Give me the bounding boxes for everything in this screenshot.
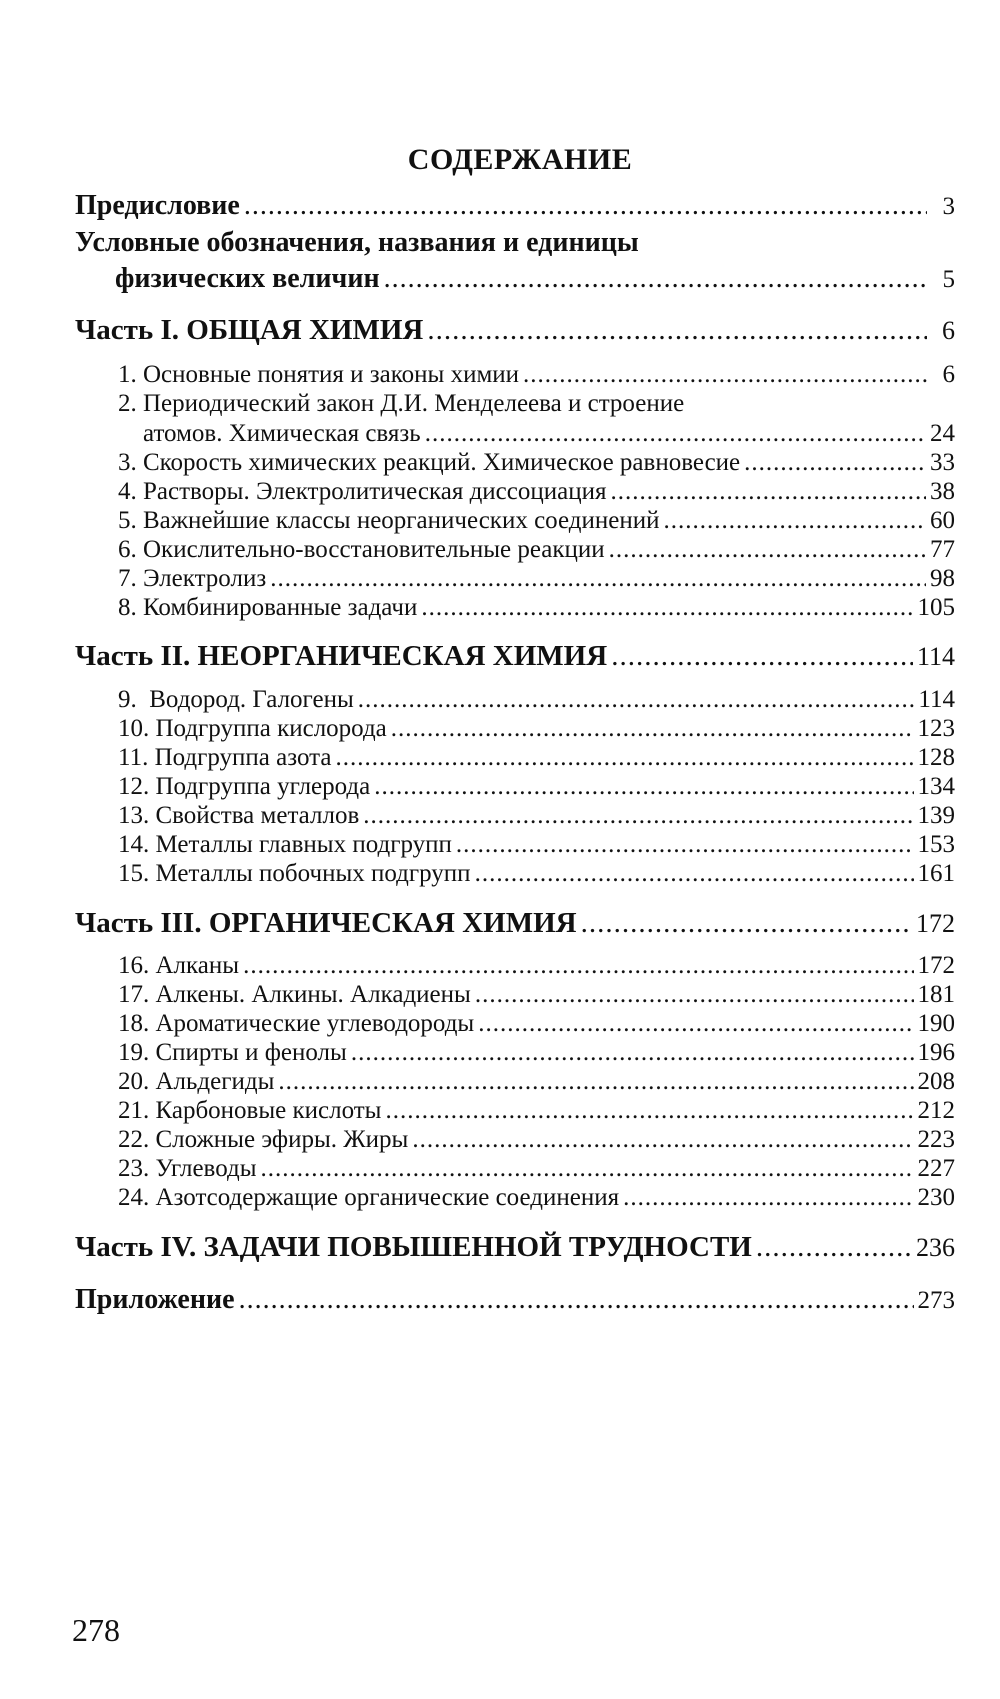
- toc-entry-ch11[interactable]: [75, 744, 955, 772]
- leader-dots: [384, 263, 927, 295]
- leader-dots: [427, 314, 927, 347]
- toc-page: 6: [942, 316, 955, 345]
- toc-page: 33: [930, 449, 955, 476]
- toc-entry-ch14[interactable]: [75, 831, 955, 859]
- leader-dots: [270, 565, 926, 593]
- toc-page: 114: [918, 686, 955, 713]
- leader-dots: [243, 952, 913, 980]
- toc-label: 16. Алканы: [118, 952, 240, 979]
- toc-label: 22. Сложные эфиры. Жиры: [118, 1126, 409, 1153]
- toc-entry-ch24[interactable]: [75, 1184, 955, 1212]
- toc-label: 5. Важнейшие классы неорганических соединений: [118, 507, 660, 534]
- leader-dots: [239, 1284, 914, 1316]
- toc-label: Приложение: [75, 1284, 235, 1315]
- toc-page: 123: [917, 715, 955, 742]
- toc-entry-ch5[interactable]: [75, 507, 955, 535]
- leader-dots: [421, 594, 913, 622]
- toc-page: 212: [917, 1097, 955, 1124]
- leader-dots: [335, 744, 913, 772]
- toc-label: атомов. Химическая связь: [143, 420, 421, 447]
- leader-dots: [611, 640, 913, 673]
- leader-dots: [374, 773, 913, 801]
- toc-page: 236: [916, 1233, 955, 1262]
- toc-page: 98: [930, 565, 955, 592]
- toc-page: 105: [917, 594, 955, 621]
- toc-label: Часть I. ОБЩАЯ ХИМИЯ: [75, 314, 424, 346]
- toc-entry-preface[interactable]: [75, 190, 955, 222]
- toc-page: 153: [917, 831, 955, 858]
- leader-dots: [523, 361, 927, 389]
- toc-page: 38: [930, 478, 955, 505]
- toc-page: 181: [917, 981, 955, 1008]
- toc-label: 20. Альдегиды: [118, 1068, 275, 1095]
- toc-label: физических величин: [115, 263, 380, 294]
- toc-entry-ch20[interactable]: [75, 1068, 955, 1096]
- toc-page: 24: [930, 420, 955, 447]
- leader-dots: [391, 715, 914, 743]
- leader-dots: [425, 420, 926, 448]
- toc-page: 77: [930, 536, 955, 563]
- toc-label: 18. Ароматические углеводороды: [118, 1010, 475, 1037]
- toc-entry-appendix[interactable]: [75, 1284, 955, 1316]
- leader-dots: [358, 686, 915, 714]
- toc-entry-ch18[interactable]: [75, 1010, 955, 1038]
- leader-dots: [456, 831, 914, 859]
- toc-label: Часть II. НЕОРГАНИЧЕСКАЯ ХИМИЯ: [75, 640, 608, 672]
- toc-page: 3: [942, 193, 955, 220]
- toc-page: 230: [917, 1184, 955, 1211]
- toc-entry-ch2[interactable]: [75, 420, 955, 448]
- toc-entry-ch13[interactable]: [75, 802, 955, 830]
- toc-entry-part1[interactable]: [75, 314, 955, 347]
- toc-entry-ch12[interactable]: [75, 773, 955, 801]
- toc-entry-ch22[interactable]: [75, 1126, 955, 1154]
- leader-dots: [756, 1231, 912, 1264]
- toc-page: 190: [917, 1010, 955, 1037]
- toc-page: 273: [917, 1287, 955, 1314]
- page-title: СОДЕРЖАНИЕ: [407, 143, 633, 176]
- toc-entry-ch19[interactable]: [75, 1039, 955, 1067]
- toc-page: 172: [916, 909, 955, 938]
- toc-label: Часть IV. ЗАДАЧИ ПОВЫШЕННОЙ ТРУДНОСТИ: [75, 1231, 752, 1263]
- leader-dots: [475, 860, 914, 888]
- toc-label: 12. Подгруппа углерода: [118, 773, 371, 800]
- leader-dots: [475, 981, 914, 1009]
- leader-dots: [478, 1010, 913, 1038]
- toc-page: 223: [917, 1126, 955, 1153]
- toc-entry-notation-line1[interactable]: Условные обозначения, названия и единицы: [75, 227, 639, 258]
- toc-label: 14. Металлы главных подгрупп: [118, 831, 452, 858]
- toc-label: Предисловие: [75, 190, 240, 221]
- leader-dots: [663, 507, 926, 535]
- toc-entry-notation[interactable]: [75, 263, 955, 295]
- page-number: 278: [72, 1612, 120, 1648]
- toc-page: 172: [917, 952, 955, 979]
- toc-entry-ch4[interactable]: [75, 478, 955, 506]
- toc-entry-ch17[interactable]: [75, 981, 955, 1009]
- toc-entry-part4[interactable]: [75, 1231, 955, 1264]
- toc-page: 6: [942, 361, 955, 388]
- toc-entry-ch3[interactable]: [75, 449, 955, 477]
- toc-page: 5: [942, 266, 955, 293]
- leader-dots: [351, 1039, 914, 1067]
- toc-label: 4. Растворы. Электролитическая диссоциация: [118, 478, 607, 505]
- toc-entry-part2[interactable]: [75, 640, 955, 673]
- toc-entry-ch23[interactable]: [75, 1155, 955, 1183]
- toc-entry-ch16[interactable]: [75, 952, 955, 980]
- toc-label: 23. Углеводы: [118, 1155, 257, 1182]
- toc-entry-ch7[interactable]: [75, 565, 955, 593]
- toc-label: 7. Электролиз: [118, 565, 267, 592]
- toc-label: 3. Скорость химических реакций. Химическое равновесие: [118, 449, 741, 476]
- toc-entry-ch9[interactable]: [75, 686, 955, 714]
- toc-page: 196: [917, 1039, 955, 1066]
- leader-dots: [412, 1126, 913, 1154]
- toc-label: 13. Свойства металлов: [118, 802, 360, 829]
- toc-label: 21. Карбоновые кислоты: [118, 1097, 382, 1124]
- leader-dots: [581, 907, 912, 940]
- toc-label: 1. Основные понятия и законы химии: [118, 361, 520, 388]
- toc-entry-ch8[interactable]: [75, 594, 955, 622]
- leader-dots: [610, 478, 926, 506]
- toc-page: 227: [917, 1155, 955, 1182]
- toc-page: 60: [930, 507, 955, 534]
- leader-dots: [385, 1097, 913, 1125]
- toc-entry-ch6[interactable]: [75, 536, 955, 564]
- leader-dots: [609, 536, 926, 564]
- leader-dots: [261, 1155, 914, 1183]
- toc-page: 134: [917, 773, 955, 800]
- toc-label: 17. Алкены. Алкины. Алкадиены: [118, 981, 471, 1008]
- leader-dots: [623, 1184, 913, 1212]
- toc-entry-ch15[interactable]: [75, 860, 955, 888]
- leader-dots: [278, 1068, 913, 1096]
- toc-entry-ch2-line1[interactable]: 2. Периодический закон Д.И. Менделеева и строение: [118, 390, 685, 417]
- toc-label: 15. Металлы побочных подгрупп: [118, 860, 471, 887]
- toc-page: 139: [917, 802, 955, 829]
- toc-page: 128: [917, 744, 955, 771]
- toc-label: 6. Окислительно-восстановительные реакции: [118, 536, 605, 563]
- toc-entry-ch10[interactable]: [75, 715, 955, 743]
- leader-dots: [744, 449, 926, 477]
- toc-label: 8. Комбинированные задачи: [118, 594, 418, 621]
- leader-dots: [244, 190, 927, 222]
- toc-label: 11. Подгруппа азота: [118, 744, 332, 771]
- toc-label: Часть III. ОРГАНИЧЕСКАЯ ХИМИЯ: [75, 907, 577, 939]
- toc-label: 10. Подгруппа кислорода: [118, 715, 387, 742]
- toc-page: 114: [916, 642, 955, 671]
- toc-entry-ch1[interactable]: [75, 361, 955, 389]
- toc-entry-part3[interactable]: [75, 907, 955, 940]
- toc-entry-ch21[interactable]: [75, 1097, 955, 1125]
- toc-label: 19. Спирты и фенолы: [118, 1039, 347, 1066]
- toc-page: 161: [917, 860, 955, 887]
- leader-dots: [363, 802, 913, 830]
- toc-label: 24. Азотсодержащие органические соединения: [118, 1184, 620, 1211]
- toc-label: 9. Водород. Галогены: [118, 686, 354, 713]
- toc-page: 208: [917, 1068, 955, 1095]
